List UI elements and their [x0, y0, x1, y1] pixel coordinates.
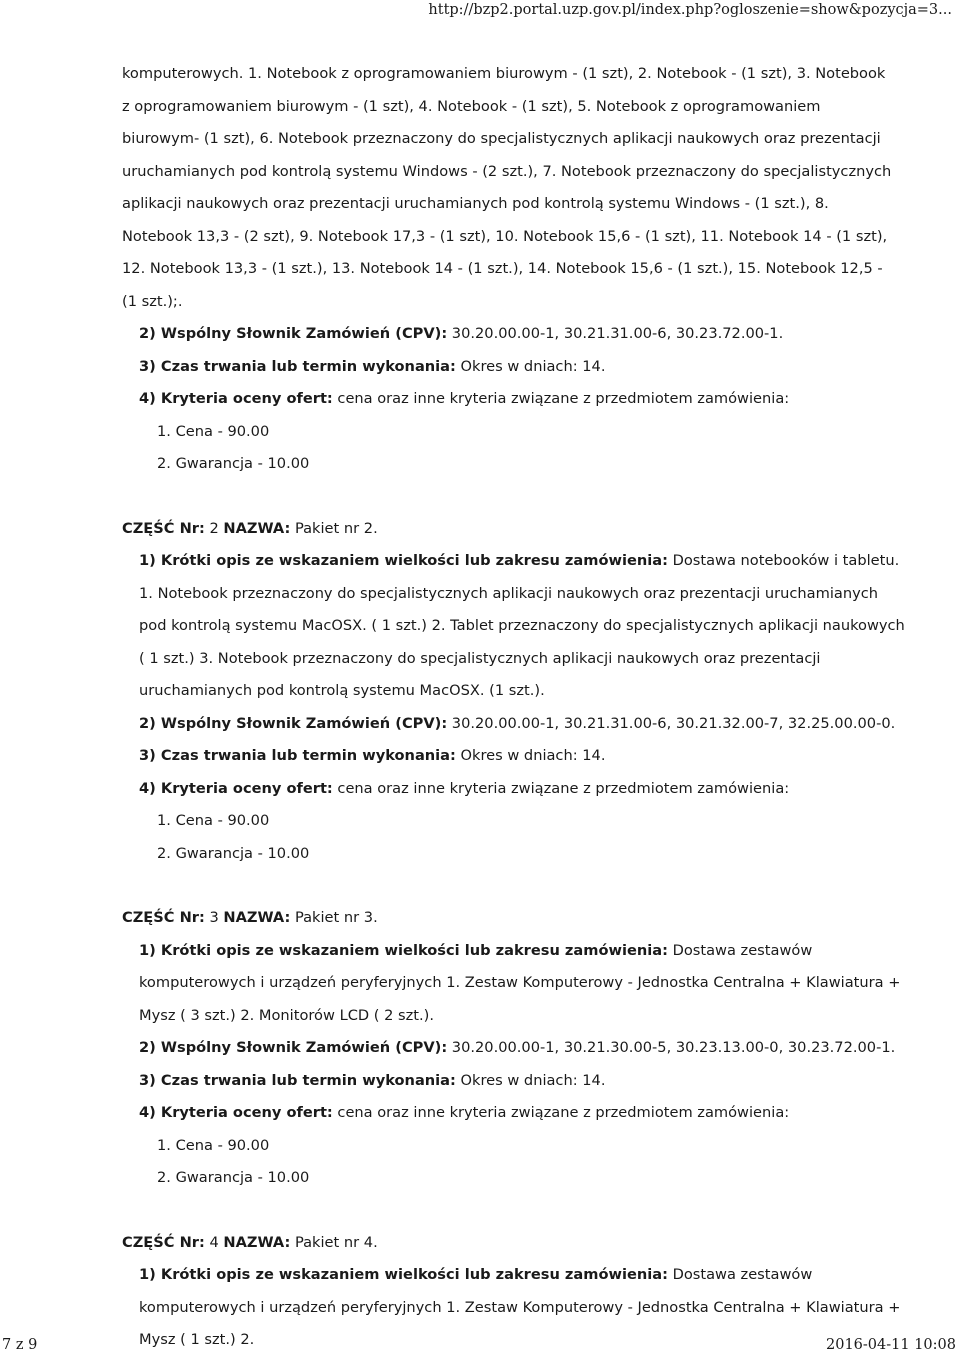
part-header	[122, 513, 960, 546]
criterion-price: 1. Cena - 90.00	[157, 1136, 270, 1154]
part-name-label: NAZWA:	[223, 909, 291, 926]
part-header	[122, 1227, 960, 1260]
part1-criterion-warranty: 2. Gwarancja - 10.00	[157, 455, 310, 472]
duration-value: Okres w dniach: 14.	[455, 747, 606, 764]
criteria-label: 4) Kryteria oceny ofert:	[139, 1104, 333, 1121]
duration-label: 3) Czas trwania lub termin wykonania:	[139, 357, 456, 375]
criteria-value: cena oraz inne kryteria związane z przedmiotem zamówienia:	[332, 390, 790, 407]
page-number: 7 z 9	[2, 1337, 38, 1353]
description-label: 1) Krótki opis ze wskazaniem wielkości lub zakresu zamówienia:	[139, 941, 668, 959]
cpv-label: 2) Wspólny Słownik Zamówień (CPV):	[139, 1039, 448, 1056]
cpv-label: 2) Wspólny Słownik Zamówień (CPV):	[139, 325, 448, 342]
criterion-warranty: 2. Gwarancja - 10.00	[157, 1169, 310, 1186]
criteria-value: cena oraz inne kryteria związane z przedmiotem zamówienia:	[332, 1104, 790, 1121]
description-value: Dostawa zestawów komputerowych i urządzeń peryferyjnych 1. Zestaw Komputerowy - Jednostka Centralna + Klawiatura + Mysz ( 3 szt.) 2. Monitorów LCD ( 2 szt.).	[139, 941, 901, 1024]
description-value: Dostawa zestawów komputerowych i urządzeń peryferyjnych 1. Zestaw Komputerowy - Jednostka Centralna + Klawiatura + Mysz ( 1 szt.) 2.	[139, 1266, 901, 1348]
part-name: Pakiet nr 3.	[290, 909, 378, 926]
part-name-label: NAZWA:	[223, 1233, 291, 1251]
description-label: 1) Krótki opis ze wskazaniem wielkości lub zakresu zamówienia:	[139, 552, 668, 569]
duration-label: 3) Czas trwania lub termin wykonania:	[139, 747, 456, 764]
part1-description: komputerowych. 1. Notebook z oprogramowaniem biurowym - (1 szt), 2. Notebook - (1 szt), 3. Notebook z oprogramowaniem biurowym - (1 szt), 4. Notebook - (1 szt), 5. Notebook z oprogramowaniem biurowym- (1 szt), 6. Notebook przeznaczony do specjalistycznych aplikacji naukowych oraz prezentacji uruchamianych pod kontrolą systemu Windows - (2 szt.), 7. Notebook przeznaczony do specjalistycznych aplikacji naukowych oraz prezentacji uruchamianych pod kontrolą systemu Windows - (1 szt.), 8. Notebook 13,3 - (2 szt), 9. Notebook 17,3 - (1 szt), 10. Notebook 15,6 - (1 szt), 11. Notebook 14 - (1 szt), 12. Notebook 13,3 - (1 szt.), 13. Notebook 14 - (1 szt.), 14. Notebook 15,6 - (1 szt.), 15. Notebook 12,5 - (1 szt.);.	[122, 65, 892, 310]
duration-value: Okres w dniach: 14.	[455, 1071, 606, 1089]
document-body	[0, 58, 960, 1357]
part-name-label: NAZWA:	[223, 519, 291, 537]
part-name: Pakiet nr 2.	[290, 519, 378, 537]
part1-cpv	[122, 318, 960, 351]
part-duration	[122, 740, 960, 773]
part-description	[122, 935, 909, 1033]
part-cpv	[122, 708, 960, 741]
cpv-value: 30.20.00.00-1, 30.21.30.00-5, 30.23.13.00-0, 30.23.72.00-1.	[447, 1039, 896, 1056]
part1-criterion-price: 1. Cena - 90.00	[157, 422, 270, 440]
part-criteria	[122, 1097, 960, 1130]
page-url: http://bzp2.portal.uzp.gov.pl/index.php?ogloszenie=show&pozycja=3...	[428, 2, 952, 18]
description-value: Dostawa notebooków i tabletu. 1. Notebook przeznaczony do specjalistycznych aplikacji naukowych oraz prezentacji uruchamianych pod kontrolą systemu MacOSX. ( 1 szt.) 2. Tablet przeznaczony do specjalistycznych aplikacji naukowych ( 1 szt.) 3. Notebook przeznaczony do specjalistycznych aplikacji naukowych oraz prezentacji uruchamianych pod kontrolą systemu MacOSX. (1 szt.).	[139, 552, 905, 699]
cpv-value: 30.20.00.00-1, 30.21.31.00-6, 30.21.32.00-7, 32.25.00.00-0.	[447, 714, 896, 732]
part-duration	[122, 1065, 960, 1098]
criterion-warranty: 2. Gwarancja - 10.00	[157, 844, 310, 862]
duration-value: Okres w dniach: 14.	[455, 357, 606, 375]
part-nr: 2	[204, 519, 224, 537]
part-nr: 3	[204, 909, 224, 926]
part-nr-label: CZĘŚĆ Nr:	[122, 909, 205, 926]
part-name: Pakiet nr 4.	[290, 1233, 378, 1251]
part1-criteria	[122, 383, 960, 416]
criteria-label: 4) Kryteria oceny ofert:	[139, 390, 333, 407]
part-cpv	[122, 1032, 960, 1065]
criteria-value: cena oraz inne kryteria związane z przedmiotem zamówienia:	[332, 779, 790, 797]
print-datetime: 2016-04-11 10:08	[826, 1337, 956, 1353]
criteria-label: 4) Kryteria oceny ofert:	[139, 779, 333, 797]
duration-label: 3) Czas trwania lub termin wykonania:	[139, 1071, 456, 1089]
part-criteria	[122, 773, 960, 806]
part1-duration	[122, 351, 960, 384]
description-label: 1) Krótki opis ze wskazaniem wielkości lub zakresu zamówienia:	[139, 1266, 668, 1283]
part-description	[122, 545, 909, 708]
criterion-price: 1. Cena - 90.00	[157, 812, 270, 829]
part-nr-label: CZĘŚĆ Nr:	[122, 519, 205, 537]
part-nr: 4	[204, 1233, 224, 1251]
part-description	[122, 1259, 909, 1357]
cpv-value: 30.20.00.00-1, 30.21.31.00-6, 30.23.72.00-1.	[447, 325, 784, 342]
part-header	[122, 902, 960, 935]
part-nr-label: CZĘŚĆ Nr:	[122, 1233, 205, 1251]
cpv-label: 2) Wspólny Słownik Zamówień (CPV):	[139, 714, 448, 732]
